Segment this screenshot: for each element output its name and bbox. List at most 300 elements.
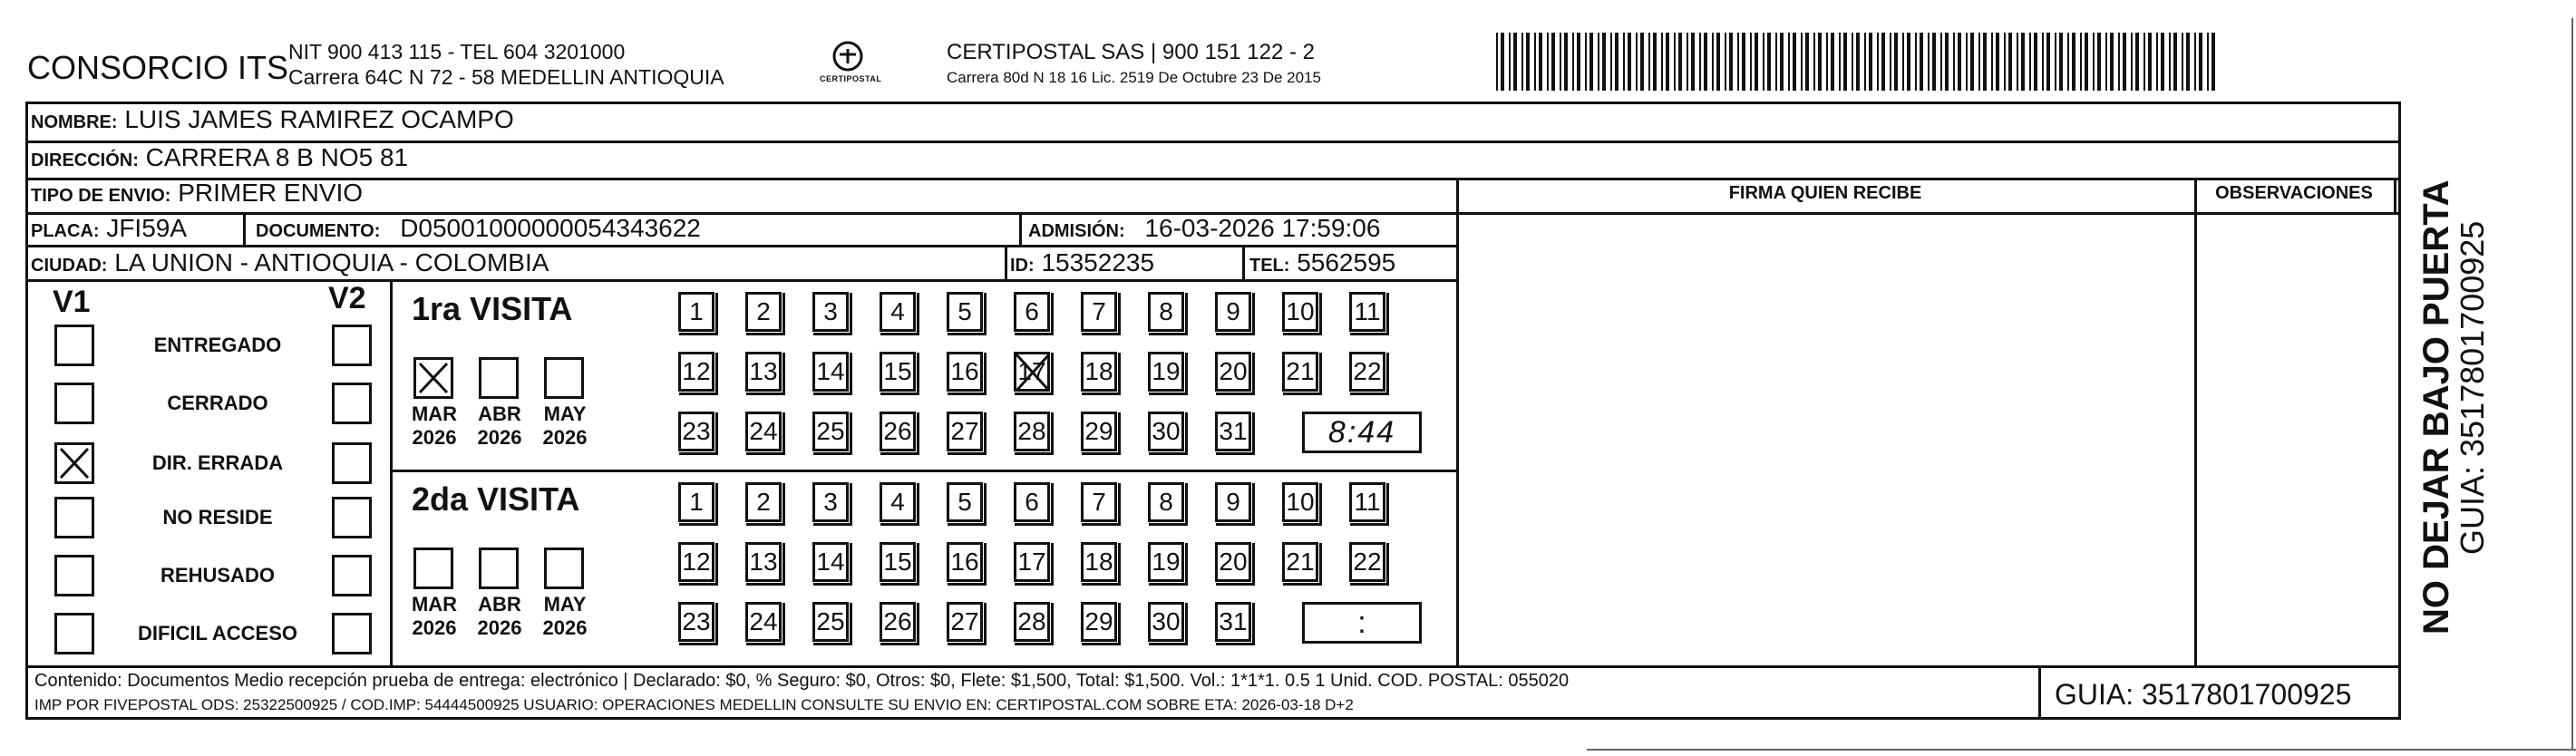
day-box[interactable] <box>947 482 983 522</box>
day-number: 13 <box>749 357 778 385</box>
day-box[interactable] <box>880 542 916 582</box>
day-box[interactable] <box>947 542 983 582</box>
barcode-bar <box>1551 33 1555 91</box>
barcode-bar <box>1890 33 1891 91</box>
placa-field <box>31 214 187 243</box>
barcode-bar <box>1691 33 1695 91</box>
day-box[interactable] <box>1081 292 1117 332</box>
barcode-bar <box>1818 33 1822 91</box>
barcode-bar <box>2105 33 2107 91</box>
day-number: 31 <box>1219 607 1248 635</box>
barcode-bar <box>2059 33 2063 91</box>
barcode-bar <box>2135 33 2139 91</box>
barcode-bar <box>2143 33 2145 91</box>
day-box[interactable] <box>678 292 714 332</box>
barcode-bar <box>1767 33 1771 91</box>
day-number: 17 <box>1017 548 1046 576</box>
barcode-bar <box>1623 33 1625 91</box>
barcode-bar <box>2097 33 2101 91</box>
v2-checkbox[interactable] <box>332 555 372 596</box>
tipo-envio-value: PRIMER ENVIO <box>178 179 364 207</box>
barcode-bar <box>1932 33 1936 91</box>
barcode-bar <box>1831 33 1834 91</box>
barcode-bar <box>2199 33 2202 91</box>
barcode-bar <box>1615 33 1619 91</box>
direccion-row <box>31 143 408 172</box>
barcode-bar <box>1755 33 1758 91</box>
day-box[interactable] <box>745 482 782 522</box>
day-number: 8 <box>1159 297 1173 325</box>
day-box[interactable] <box>1148 482 1184 522</box>
v1-checkbox[interactable] <box>54 555 94 596</box>
day-box[interactable] <box>1282 352 1318 392</box>
day-box[interactable] <box>1282 482 1318 522</box>
status-label: REHUSADO <box>160 564 275 586</box>
day-box[interactable] <box>812 542 849 582</box>
day-box[interactable] <box>1215 482 1251 522</box>
day-number: 24 <box>749 607 778 635</box>
barcode-bar <box>1945 33 1949 91</box>
barcode-bar <box>1729 33 1733 91</box>
month-year: 2026 <box>477 616 522 639</box>
barcode-bar <box>2017 33 2018 91</box>
day-box[interactable] <box>1014 352 1050 392</box>
placa-value: JFI59A <box>106 214 188 242</box>
month-label <box>537 593 593 640</box>
barcode-bar <box>1750 33 1752 91</box>
day-box[interactable] <box>1215 352 1251 392</box>
barcode-bar <box>2173 33 2177 91</box>
day-box[interactable] <box>947 412 983 451</box>
nit-line: NIT 900 413 115 - TEL 604 3201000 <box>288 40 626 63</box>
day-number: 14 <box>816 357 845 385</box>
documento-value: D05001000000054343622 <box>400 214 701 242</box>
day-box[interactable] <box>880 482 916 522</box>
nombre-row <box>31 105 514 134</box>
ciudad-value: LA UNION - ANTIOQUIA - COLOMBIA <box>114 248 549 276</box>
status-label: CERRADO <box>167 392 268 414</box>
barcode-bar <box>1894 33 1898 91</box>
day-box[interactable] <box>1282 542 1318 582</box>
day-box[interactable] <box>745 352 782 392</box>
barcode-bar <box>1966 33 1968 91</box>
barcode-bar <box>1940 33 1942 91</box>
month-name: MAY <box>543 593 587 615</box>
barcode-bar <box>1788 33 1790 91</box>
day-box[interactable] <box>678 602 714 642</box>
barcode-bar <box>1725 33 1726 91</box>
day-box[interactable] <box>745 602 782 642</box>
barcode-bar <box>1843 33 1847 91</box>
day-number: 16 <box>950 357 979 385</box>
barcode-bar <box>1763 33 1764 91</box>
day-box[interactable] <box>880 412 916 451</box>
barcode-bar <box>1953 33 1955 91</box>
day-box[interactable] <box>880 292 916 332</box>
barcode-bar <box>1521 33 1523 91</box>
day-number: 7 <box>1092 297 1106 325</box>
barcode-bar <box>1801 33 1803 91</box>
day-number: 25 <box>816 607 845 635</box>
day-box[interactable] <box>880 352 916 392</box>
ciudad-field <box>31 248 549 277</box>
month-year: 2026 <box>542 616 588 639</box>
day-number: 30 <box>1152 417 1181 445</box>
day-number: 27 <box>950 607 979 635</box>
barcode-bar <box>1970 33 1974 91</box>
day-box[interactable] <box>1014 292 1050 332</box>
month-checkbox[interactable] <box>413 548 453 589</box>
day-box[interactable] <box>1215 292 1251 332</box>
day-box[interactable] <box>745 542 782 582</box>
day-box[interactable] <box>1081 352 1117 392</box>
license-line: Carrera 80d N 18 16 Lic. 2519 De Octubre 23 De 2015 <box>947 69 1321 86</box>
day-box[interactable] <box>1349 482 1385 522</box>
barcode-bar <box>2067 33 2069 91</box>
barcode-bar <box>2118 33 2120 91</box>
barcode-bar <box>1813 33 1815 91</box>
day-number: 12 <box>682 357 711 385</box>
day-number: 29 <box>1084 607 1113 635</box>
day-box[interactable] <box>1081 542 1117 582</box>
barcode-bar <box>1978 33 1980 91</box>
day-number: 10 <box>1286 297 1315 325</box>
tel-value: 5562595 <box>1297 248 1396 276</box>
day-box[interactable] <box>812 602 849 642</box>
day-box[interactable] <box>1081 602 1117 642</box>
day-number: 12 <box>682 548 711 576</box>
visit-title: 2da VISITA <box>412 480 580 518</box>
day-box[interactable] <box>947 292 983 332</box>
firma-header: FIRMA QUIEN RECIBE <box>1728 183 1922 203</box>
barcode-bar <box>2194 33 2196 91</box>
x-mark-icon <box>416 360 451 396</box>
day-box[interactable] <box>678 412 714 451</box>
v2-checkbox[interactable] <box>332 383 372 424</box>
day-number: 29 <box>1084 417 1113 445</box>
day-number: 23 <box>682 417 711 445</box>
day-box[interactable] <box>678 542 714 582</box>
barcode-bar <box>1864 33 1866 91</box>
barcode-bar <box>2055 33 2056 91</box>
barcode-bar <box>1996 33 1999 91</box>
v1-checkbox[interactable] <box>54 383 94 424</box>
barcode-bar <box>1598 33 1599 91</box>
barcode-bar <box>2085 33 2088 91</box>
day-number: 4 <box>890 297 905 325</box>
day-number: 3 <box>823 488 838 516</box>
day-box[interactable] <box>1148 352 1184 392</box>
barcode-bar <box>2008 33 2012 91</box>
day-box[interactable] <box>812 482 849 522</box>
day-number: 19 <box>1152 357 1181 385</box>
barcode-bar <box>1577 33 1580 91</box>
day-number: 5 <box>957 488 972 516</box>
day-number: 18 <box>1084 548 1113 576</box>
barcode-bar <box>1666 33 1669 91</box>
barcode-bar <box>1526 33 1530 91</box>
day-number: 10 <box>1286 488 1315 516</box>
barcode-bar <box>2046 33 2050 91</box>
barcode-bar <box>1920 33 1923 91</box>
v1-checkbox[interactable] <box>54 442 94 484</box>
observaciones-header: OBSERVACIONES <box>2215 183 2373 203</box>
barcode-bar <box>1983 33 1987 91</box>
barcode-bar <box>1991 33 1993 91</box>
barcode-bar <box>1915 33 1917 91</box>
barcode-bar <box>1856 33 1860 91</box>
day-number: 24 <box>749 417 778 445</box>
barcode-bar <box>1640 33 1644 91</box>
id-value: 15352235 <box>1041 248 1155 276</box>
barcode-bar <box>1902 33 1904 91</box>
footer-print-line: IMP POR FIVEPOSTAL ODS: 25322500925 / COD.IMP: 54444500925 USUARIO: OPERACIONES MEDELLIN CONSULTE SU ENVIO EN: CERTIPOSTAL.COM SOBRE ETA: 2026-03-18 D+2 <box>34 696 1354 713</box>
day-box[interactable] <box>947 602 983 642</box>
day-number: 1 <box>689 297 704 325</box>
direccion-value: CARRERA 8 B NO5 81 <box>145 143 409 171</box>
barcode-bar <box>2123 33 2126 91</box>
day-number: 11 <box>1354 297 1381 325</box>
day-box[interactable] <box>1148 602 1184 642</box>
month-year: 2026 <box>412 616 457 639</box>
day-number: 21 <box>1286 357 1315 385</box>
documento-label: DOCUMENTO: <box>256 221 381 241</box>
certipostal-logo <box>816 38 880 92</box>
admision-field <box>1028 214 1380 243</box>
month-year: 2026 <box>477 426 522 449</box>
barcode-bar <box>1928 33 1930 91</box>
footer-guia: GUIA: 3517801700925 <box>2055 678 2352 711</box>
x-mark-icon <box>57 445 92 481</box>
day-box[interactable] <box>745 412 782 451</box>
barcode-bar <box>1628 33 1631 91</box>
barcode-bar <box>1572 33 1574 91</box>
barcode-bar <box>1513 33 1517 91</box>
time-box[interactable] <box>1302 412 1422 453</box>
day-box[interactable] <box>812 292 849 332</box>
barcode-bar <box>2004 33 2006 91</box>
month-name: MAR <box>411 402 458 425</box>
day-box[interactable] <box>1215 602 1251 642</box>
barcode-bar <box>2029 33 2031 91</box>
status-label: DIFICIL ACCESO <box>137 622 297 645</box>
barcode-bar <box>1877 33 1879 91</box>
v1-checkbox[interactable] <box>54 613 94 654</box>
v1-checkbox[interactable] <box>54 325 94 366</box>
day-box[interactable] <box>1349 292 1385 332</box>
barcode-bar <box>1712 33 1714 91</box>
barcode-bar <box>1674 33 1676 91</box>
barcode-bar <box>1560 33 1561 91</box>
barcode-bar <box>1602 33 1606 91</box>
x-mark-icon <box>1013 351 1053 394</box>
barcode-bar <box>2161 33 2164 91</box>
barcode-bar <box>1589 33 1593 91</box>
barcode-bar <box>2110 33 2114 91</box>
status-label: ENTREGADO <box>153 334 282 356</box>
barcode-bar <box>1907 33 1910 91</box>
month-label <box>406 593 462 640</box>
v1-checkbox[interactable] <box>54 497 94 538</box>
barcode-bar <box>1648 33 1650 91</box>
admision-label: ADMISIÓN: <box>1028 221 1125 241</box>
admision-value: 16-03-2026 17:59:06 <box>1144 214 1381 242</box>
day-box[interactable] <box>678 482 714 522</box>
v2-checkbox[interactable] <box>332 497 372 538</box>
status-label: DIR. ERRADA <box>151 451 284 474</box>
v2-checkbox[interactable] <box>332 613 372 654</box>
certipostal-line: CERTIPOSTAL SAS | 900 151 122 - 2 <box>947 40 1315 64</box>
day-box[interactable] <box>1014 542 1050 582</box>
day-box[interactable] <box>812 352 849 392</box>
day-box[interactable] <box>1148 412 1184 451</box>
placa-label: PLACA: <box>31 221 100 241</box>
barcode-bar <box>2182 33 2183 91</box>
day-box[interactable] <box>1014 602 1050 642</box>
day-box[interactable] <box>880 602 916 642</box>
barcode <box>1496 33 2221 91</box>
day-number: 27 <box>950 417 979 445</box>
day-box[interactable] <box>1014 412 1050 451</box>
day-number: 1 <box>689 488 704 516</box>
barcode-bar <box>1547 33 1549 91</box>
firma-area[interactable] <box>1460 214 2192 664</box>
day-box[interactable] <box>1215 542 1251 582</box>
day-box[interactable] <box>947 352 983 392</box>
day-number: 31 <box>1219 417 1248 445</box>
barcode-bar <box>2131 33 2133 91</box>
barcode-bar <box>1501 33 1504 91</box>
day-box[interactable] <box>678 352 714 392</box>
day-number: 20 <box>1219 548 1248 576</box>
day-number: 20 <box>1219 357 1248 385</box>
day-box[interactable] <box>1349 542 1385 582</box>
observaciones-area[interactable] <box>2198 214 2392 664</box>
barcode-bar <box>1958 33 1961 91</box>
time-box[interactable] <box>1302 602 1422 644</box>
barcode-bar <box>1509 33 1511 91</box>
day-box[interactable] <box>745 292 782 332</box>
barcode-bar <box>1826 33 1828 91</box>
month-checkbox[interactable] <box>413 357 453 399</box>
day-box[interactable] <box>1148 542 1184 582</box>
month-checkbox[interactable] <box>544 357 584 399</box>
barcode-bar <box>1737 33 1739 91</box>
month-checkbox[interactable] <box>544 548 584 589</box>
day-number: 15 <box>883 548 912 576</box>
day-box[interactable] <box>1148 292 1184 332</box>
barcode-bar <box>1852 33 1853 91</box>
side-guia: GUIA: 3517801700925 <box>2454 220 2491 555</box>
day-box[interactable] <box>1014 482 1050 522</box>
day-number: 22 <box>1353 548 1382 576</box>
month-name: MAY <box>543 402 587 425</box>
day-number: 14 <box>816 548 845 576</box>
day-number: 25 <box>816 417 845 445</box>
day-number: 8 <box>1159 488 1173 516</box>
side-warning: NO DEJAR BAJO PUERTA <box>2416 179 2456 635</box>
barcode-bar <box>1704 33 1707 91</box>
barcode-bar <box>2034 33 2037 91</box>
company-name: CONSORCIO ITS <box>27 49 289 86</box>
day-number: 28 <box>1017 607 1046 635</box>
v2-checkbox[interactable] <box>332 325 372 366</box>
v2-header: V2 <box>328 281 366 315</box>
month-label <box>537 402 593 450</box>
day-number: 17 <box>1017 357 1046 385</box>
barcode-bar <box>1869 33 1872 91</box>
barcode-bar <box>2042 33 2044 91</box>
barcode-bar <box>2207 33 2209 91</box>
address-line: Carrera 64C N 72 - 58 MEDELLIN ANTIOQUIA <box>288 65 724 89</box>
barcode-bar <box>1564 33 1568 91</box>
day-number: 13 <box>749 548 778 576</box>
barcode-bar <box>1687 33 1688 91</box>
tel-field <box>1249 248 1395 277</box>
day-box[interactable] <box>1081 482 1117 522</box>
barcode-bar <box>1585 33 1587 91</box>
barcode-bar <box>1539 33 1542 91</box>
month-name: ABR <box>478 593 521 615</box>
day-number: 28 <box>1017 417 1046 445</box>
day-number: 2 <box>756 297 771 325</box>
day-box[interactable] <box>1215 412 1251 451</box>
month-checkbox[interactable] <box>479 357 519 399</box>
v2-checkbox[interactable] <box>332 442 372 484</box>
status-label: NO RESIDE <box>162 506 273 528</box>
day-box[interactable] <box>1081 412 1117 451</box>
barcode-bar <box>1839 33 1841 91</box>
day-box[interactable] <box>1282 292 1318 332</box>
id-label: ID: <box>1010 256 1035 276</box>
day-number: 30 <box>1152 607 1181 635</box>
barcode-bar <box>2186 33 2190 91</box>
month-label <box>406 402 462 450</box>
barcode-bar <box>1780 33 1784 91</box>
id-field <box>1010 248 1154 277</box>
barcode-bar <box>1716 33 1720 91</box>
day-box[interactable] <box>812 412 849 451</box>
barcode-bar <box>1534 33 1536 91</box>
barcode-bar <box>1805 33 1809 91</box>
nombre-label: NOMBRE: <box>31 112 118 132</box>
barcode-bar <box>2093 33 2095 91</box>
barcode-bar <box>1636 33 1638 91</box>
barcode-bar <box>1775 33 1777 91</box>
barcode-bar <box>1678 33 1682 91</box>
v1-header: V1 <box>53 285 91 319</box>
day-number: 2 <box>756 488 771 516</box>
time-value: 8:44 <box>1327 415 1396 450</box>
day-number: 9 <box>1226 488 1240 516</box>
barcode-bar <box>2156 33 2158 91</box>
ciudad-label: CIUDAD: <box>31 256 108 276</box>
month-name: ABR <box>478 402 521 425</box>
day-number: 9 <box>1226 297 1240 325</box>
day-number: 19 <box>1152 548 1181 576</box>
day-box[interactable] <box>1349 352 1385 392</box>
month-checkbox[interactable] <box>479 548 519 589</box>
month-label <box>471 593 528 640</box>
footer-content-line: Contenido: Documentos Medio recepción prueba de entrega: electrónico | Declarado: $0, % Seguro: $0, Otros: $0, Flete: $1,500, Total: $1,500. Vol.: 1*1*1. 0.5 1 Unid. COD. POSTAL: 055020 <box>34 671 1570 691</box>
barcode-bar <box>2080 33 2082 91</box>
day-number: 22 <box>1353 357 1382 385</box>
month-label <box>471 402 528 450</box>
barcode-bar <box>1881 33 1885 91</box>
barcode-bar <box>2072 33 2075 91</box>
documento-field <box>256 214 701 243</box>
barcode-bar <box>2211 33 2215 91</box>
